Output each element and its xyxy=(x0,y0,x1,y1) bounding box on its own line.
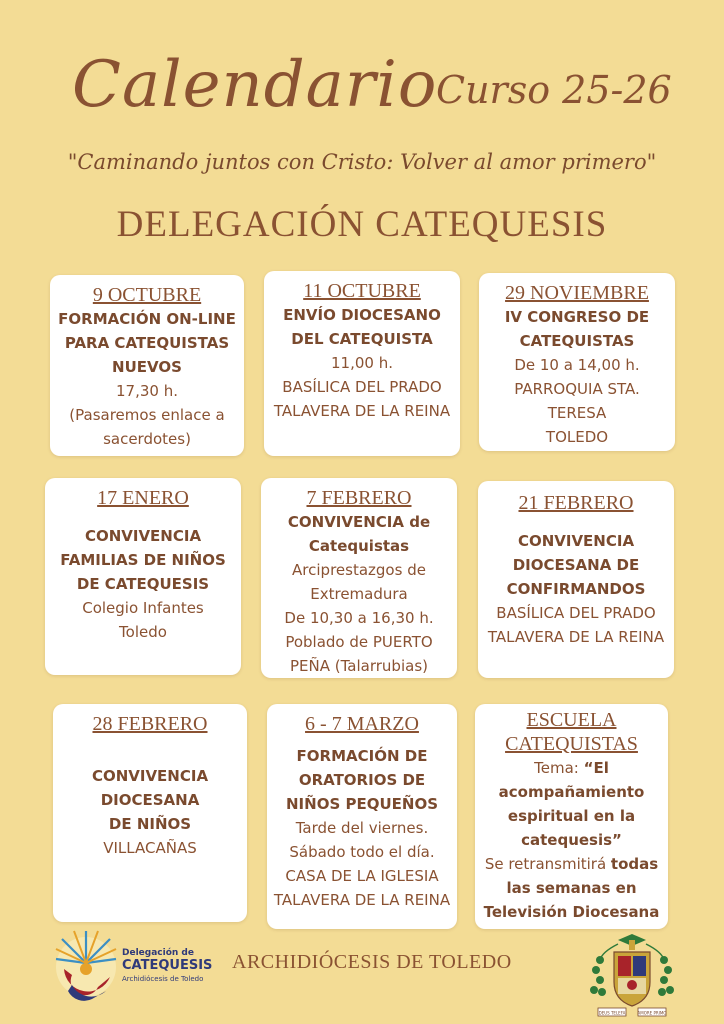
event-detail-line: PEÑA (Talarrubias) xyxy=(290,657,428,675)
event-title-line: CONVIVENCIA xyxy=(517,532,635,550)
event-detail-line: TOLEDO xyxy=(545,428,609,446)
event-card-9-octubre xyxy=(50,275,244,456)
event-detail-line: CASA DE LA IGLESIA xyxy=(285,867,439,885)
event-title-line: ORATORIOS DE xyxy=(298,771,426,789)
logo-line: Archidiócesis de Toledo xyxy=(122,975,204,983)
event-title-line: FORMACIÓN DE xyxy=(296,747,428,765)
event-card-11-octubre xyxy=(264,271,460,456)
event-card-17-enero xyxy=(45,478,241,675)
event-detail-line: 11,00 h. xyxy=(331,354,393,372)
event-date: 28 FEBRERO xyxy=(92,713,208,735)
page-title: Calendario xyxy=(72,48,438,122)
event-detail-line: Tarde del viernes. xyxy=(295,819,429,837)
event-title-line: acompañamiento xyxy=(498,783,645,801)
title-block xyxy=(0,48,724,148)
event-title-line: catequesis” xyxy=(521,831,622,849)
event-detail-line: PARROQUIA STA. xyxy=(514,380,640,398)
logo-line: Delegación de xyxy=(122,948,194,958)
event-title-line: Catequistas xyxy=(308,537,410,555)
event-date: 11 OCTUBRE xyxy=(303,280,421,302)
logo-icon xyxy=(52,925,122,1005)
broadcast-text: Se retransmitirá xyxy=(484,855,611,873)
event-detail-line: TALAVERA DE LA REINA xyxy=(273,891,451,909)
event-detail-line xyxy=(475,852,668,876)
event-title-line: ENVÍO DIOCESANO xyxy=(283,306,441,324)
event-title-line: NIÑOS PEQUEÑOS xyxy=(286,795,438,813)
event-detail-line xyxy=(475,756,668,780)
logo-text xyxy=(122,947,212,985)
event-date: 9 OCTUBRE xyxy=(92,284,202,306)
catequesis-logo xyxy=(52,925,212,1005)
motto: "Caminando juntos con Cristo: Volver al amor primero" xyxy=(67,150,657,174)
event-title-line: CONVIVENCIA xyxy=(84,527,202,545)
event-title-line: CONVIVENCIA xyxy=(91,767,209,785)
broadcast-bold: todas xyxy=(610,855,659,873)
event-date: ESCUELA xyxy=(526,709,617,731)
event-title-line: CONFIRMANDOS xyxy=(506,580,646,598)
event-detail-line: Extremadura xyxy=(310,585,408,603)
event-detail-line: BASÍLICA DEL PRADO xyxy=(282,378,442,396)
event-card-escuela-catequistas xyxy=(475,704,668,929)
event-detail-line: Poblado de PUERTO xyxy=(285,633,433,651)
event-detail-line: BASÍLICA DEL PRADO xyxy=(496,604,656,622)
logo-line: CATEQUESIS xyxy=(122,958,213,973)
event-detail-line: TALAVERA DE LA REINA xyxy=(273,402,451,420)
event-detail-line: Sábado todo el día. xyxy=(289,843,435,861)
coat-of-arms-icon xyxy=(588,930,676,1018)
event-title-line: FAMILIAS DE NIÑOS xyxy=(60,551,226,569)
event-date: 7 FEBRERO xyxy=(306,487,412,509)
course-label: Curso 25-26 xyxy=(436,68,672,112)
event-title-line: DEL CATEQUISTA xyxy=(291,330,433,348)
event-detail-line: Arciprestazgos de xyxy=(292,561,426,579)
event-title-line: espiritual en la xyxy=(507,807,636,825)
event-card-28-febrero xyxy=(53,704,247,922)
event-detail-line: 17,30 h. xyxy=(116,382,178,400)
event-title-line: DIOCESANA DE xyxy=(512,556,640,574)
event-date: 21 FEBRERO xyxy=(518,492,634,514)
event-title-line: CATEQUISTAS xyxy=(519,332,635,350)
event-title-line: las semanas en xyxy=(506,879,637,897)
event-card-29-noviembre xyxy=(479,273,675,451)
tema-label: Tema: xyxy=(534,759,584,777)
event-card-21-febrero xyxy=(478,481,674,678)
event-date: 29 NOVIEMBRE xyxy=(505,282,649,304)
event-date: CATEQUISTAS xyxy=(505,733,638,755)
event-detail-line: (Pasaremos enlace a xyxy=(69,406,225,424)
delegation-heading: DELEGACIÓN CATEQUESIS xyxy=(116,204,608,245)
event-card-7-febrero xyxy=(261,478,457,678)
tema-quote-start: “El xyxy=(583,759,609,777)
crest-motto-left: DEUS TELEFA xyxy=(598,1010,626,1016)
event-detail-line: TERESA xyxy=(547,404,607,422)
archdiocese-name: ARCHIDIÓCESIS DE TOLEDO xyxy=(232,951,512,973)
event-title-line: FORMACIÓN ON-LINE xyxy=(58,310,236,328)
event-detail-line: Colegio Infantes xyxy=(82,599,204,617)
event-card-6-7-marzo xyxy=(267,704,457,929)
event-title-line: PARA CATEQUISTAS xyxy=(64,334,230,352)
event-title-line: DE NIÑOS xyxy=(108,815,192,833)
event-title-line: CONVIVENCIA de xyxy=(287,513,431,531)
event-title-line: Televisión Diocesana xyxy=(483,903,660,921)
event-date: 17 ENERO xyxy=(97,487,189,509)
event-title-line: DE CATEQUESIS xyxy=(76,575,210,593)
event-detail-line: Toledo xyxy=(119,623,167,641)
event-detail-line: De 10 a 14,00 h. xyxy=(514,356,640,374)
event-detail-line: TALAVERA DE LA REINA xyxy=(487,628,665,646)
event-title-line: NUEVOS xyxy=(112,358,182,376)
crest-motto-right: AMORE PRIMO xyxy=(637,1010,667,1016)
event-detail-line: VILLACAÑAS xyxy=(103,839,197,857)
event-date: 6 - 7 MARZO xyxy=(305,713,419,735)
episcopal-coat-of-arms xyxy=(588,930,676,1018)
event-title-line: IV CONGRESO DE xyxy=(504,308,650,326)
event-detail-line: sacerdotes) xyxy=(103,430,191,448)
event-detail-line: De 10,30 a 16,30 h. xyxy=(284,609,434,627)
event-title-line: DIOCESANA xyxy=(100,791,200,809)
